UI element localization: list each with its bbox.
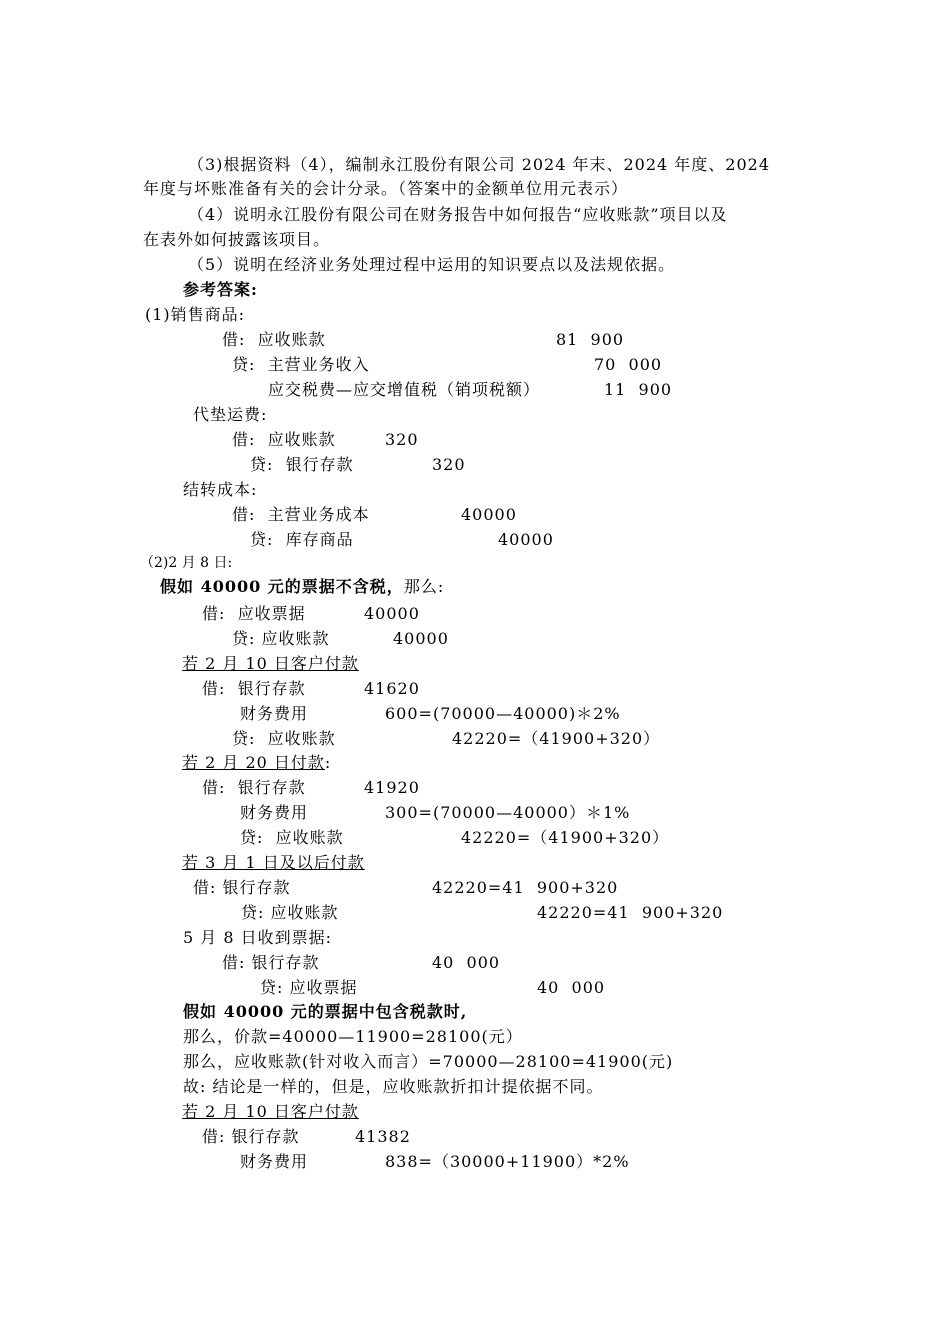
c1-debit-amount: 41620: [364, 679, 420, 698]
p1-tax-label: 应交税费—应交增值税（销项税额）: [268, 380, 541, 399]
case4-title: 若 2 月 10 日客户付款: [182, 1102, 359, 1121]
a1-debit-label: 借: 应收票据: [202, 604, 306, 623]
c4-debit-label: 借: 银行存款: [202, 1127, 300, 1146]
case2-colon: :: [324, 753, 332, 772]
may-debit-label: 借: 银行存款: [222, 953, 320, 972]
c4-expense-label: 财务费用: [240, 1152, 309, 1171]
a1-credit-label: 贷: 应收账款: [232, 629, 330, 648]
freight-debit-amount: 320: [385, 430, 419, 449]
may-credit-amount: 40 000: [537, 978, 606, 997]
case1-title: 若 2 月 10 日客户付款: [182, 654, 359, 673]
c1-credit-amount: 42220=（41900+320）: [452, 729, 661, 748]
c1-expense-amount: 600=(70000—40000)＊2%: [385, 704, 621, 723]
c1-credit-label: 贷: 应收账款: [232, 729, 336, 748]
case3-title: 若 3 月 1 日及以后付款: [182, 853, 365, 872]
freight-credit-amount: 320: [432, 455, 466, 474]
conclusion: 故: 结论是一样的，但是，应收账款折扣计提依据不同。: [183, 1077, 604, 1096]
cost-credit-amount: 40000: [498, 530, 554, 549]
q5-line-1: （5）说明在经济业务处理过程中运用的知识要点以及法规依据。: [188, 255, 676, 274]
cost-title: 结转成本:: [183, 480, 258, 499]
c2-debit-label: 借: 银行存款: [202, 778, 306, 797]
c3-debit-amount: 42220=41 900+320: [432, 878, 619, 897]
p1-credit-amount: 70 000: [594, 355, 663, 374]
assumption-1-rest: 那么:: [403, 577, 445, 596]
c2-credit-amount: 42220=（41900+320）: [461, 828, 670, 847]
c3-credit-amount: 42220=41 900+320: [537, 903, 724, 922]
q3-line-2: 年度与坏账准备有关的会计分录。（答案中的金额单位用元表示）: [143, 179, 629, 198]
part2-title: （2)2 月 8 日:: [140, 555, 233, 571]
may-title: 5 月 8 日收到票据:: [183, 928, 333, 947]
q4-line-1: （4）说明永江股份有限公司在财务报告中如何报告“应收账款”项目以及: [188, 205, 728, 224]
case2-title: [182, 753, 331, 773]
a1-debit-amount: 40000: [364, 604, 420, 623]
q4-line-2: 在表外如何披露该项目。: [143, 230, 331, 249]
p1-tax-amount: 11 900: [604, 380, 673, 399]
answer-heading: 参考答案:: [183, 280, 258, 299]
case2-title-text: 若 2 月 20 日付款: [182, 753, 325, 772]
freight-debit-label: 借: 应收账款: [232, 430, 336, 449]
cost-credit-label: 贷: 库存商品: [250, 530, 354, 549]
freight-title: 代垫运费:: [193, 405, 268, 424]
c1-expense-label: 财务费用: [240, 704, 309, 723]
cost-debit-label: 借: 主营业务成本: [232, 505, 370, 524]
c3-debit-label: 借: 银行存款: [193, 878, 291, 897]
p1-debit-label: 借: 应收账款: [222, 330, 326, 349]
calc-receivable: 那么，应收账款(针对收入而言）=70000—28100=41900(元): [183, 1052, 674, 1071]
a1-credit-amount: 40000: [393, 629, 449, 648]
cost-debit-amount: 40000: [461, 505, 517, 524]
c1-debit-label: 借: 银行存款: [202, 679, 306, 698]
calc-price: 那么，价款=40000—11900=28100(元）: [183, 1027, 523, 1046]
q3-line-1: （3)根据资料（4），编制永江股份有限公司 2024 年末、2024 年度、2024: [188, 155, 771, 174]
part1-title: (1)销售商品:: [145, 305, 246, 324]
freight-credit-label: 贷: 银行存款: [250, 455, 354, 474]
assumption-1: [160, 577, 444, 597]
may-credit-label: 贷: 应收票据: [260, 978, 358, 997]
may-debit-amount: 40 000: [432, 953, 501, 972]
c3-credit-label: 贷: 应收账款: [241, 903, 339, 922]
p1-debit-amount: 81 900: [556, 330, 625, 349]
c2-credit-label: 贷: 应收账款: [240, 828, 344, 847]
c4-expense-amount: 838=（30000+11900）*2%: [385, 1152, 630, 1171]
assumption-2: 假如 40000 元的票据中包含税款时,: [183, 1002, 468, 1021]
c2-expense-label: 财务费用: [240, 803, 309, 822]
c2-expense-amount: 300=(70000—40000）＊1%: [385, 803, 631, 822]
c4-debit-amount: 41382: [355, 1127, 411, 1146]
c2-debit-amount: 41920: [364, 778, 420, 797]
p1-credit-label: 贷: 主营业务收入: [232, 355, 370, 374]
assumption-1-bold: 假如 40000 元的票据不含税，: [160, 577, 404, 596]
